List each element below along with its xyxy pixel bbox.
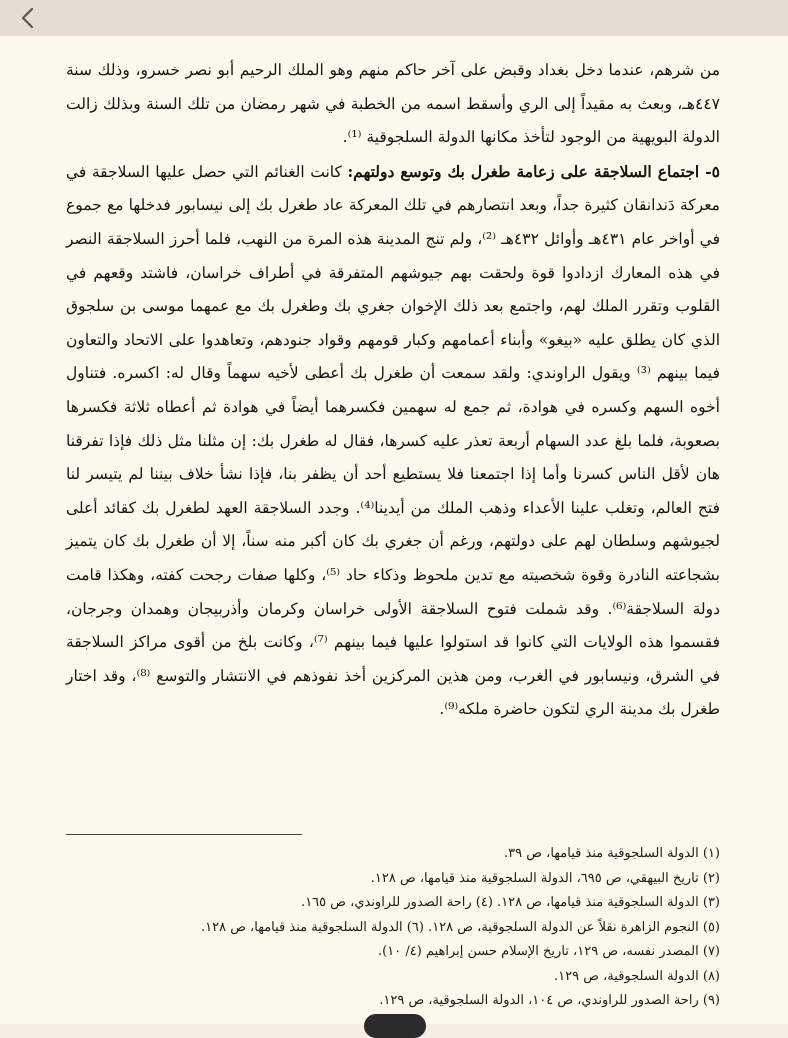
footnote-2: (٢) تاريخ البيهقي، ص ٦٩٥، الدولة السلجوقية منذ قيامها، ص ١٢٨. [370, 870, 720, 886]
footnote-3-4: (٣) الدولة السلجوقية منذ قيامها، ص ١٢٨. (٤) راحة الصدور للراوندي، ص ١٦٥. [301, 895, 720, 910]
reader-toolbar [0, 0, 788, 36]
section-heading: ٥- اجتماع السلاجقة على زعامة طغرل بك وتوسع دولتهم: [347, 161, 720, 181]
footnote-1: (١) الدولة السلجوقية منذ قيامها، ص ٣٩. [504, 846, 720, 861]
paragraph-text: من شرهم، عندما دخل بغداد وقبض على آخر حاكم منهم وهو الملك الرحيم أبو نصر خسرو، وذلك سنة ٤٤٧هـ، وبعث به مقيداً إلى الري وأسقط اسمه من الخطبة في شهر رمضان من تلك السنة وبذلك زالت الدولة البويهية من الوجود لتأخذ مكانها الدولة السلجوقية ⁽¹⁾. [66, 61, 720, 147]
chevron-left-icon[interactable] [14, 4, 42, 32]
footnote-7: (٧) المصدر نفسه، ص ١٢٩، تاريخ الإسلام حسن إبراهيم (٤/ ١٠). [378, 944, 720, 959]
footnote-8: (٨) الدولة السلجوقية، ص ١٢٩. [554, 968, 720, 984]
book-page [0, 36, 788, 1024]
paragraph-text: كانت الغنائم التي حصل عليها السلاجقة في معركة دَندانقان كثيرة جداً، وبعد انتصارهم في تلك المعركة عاد طغرل بك إلى نيسابور فدخلها مع جموع في أواخر عام ٤٣١هـ وأوائل ٤٣٢هـ ⁽²⁾، ولم تنج المدينة هذه المرة من النهب، فلما أحرز السلاجقة النصر في هذه المعارك ازدادوا قوة ولحقت بهم جيوشهم المتفرقة في أطراف خراسان، فاشتد وقعهم في القلوب وتقرر الملك لهم، واجتمع بعد ذلك الإخوان جغري بك وطغرل بك مع عمهما موسى بن سلجوق الذي كان يطلق عليه «بيغو» وأبناء أعمامهم وكبار قومهم وقواد جنودهم، وتعاهدوا على الاتحاد والتعاون فيما بينهم ⁽³⁾ ويقول الراوندي: ولقد سمعت أن طغرل بك أعطى لأخيه سهماً وقال له: اكسره. فتناول أخوه السهم وكسره في هوادة، ثم جمع له سهمين فكسرهما أيضاً في هوادة ثم أعطاه ثلاثة فكسرها بصعوبة، فلما بلغ عدد السهام أربعة تعذر عليه كسرها، فقال له طغرل بك: إن مثلنا مثل ذلك فإذا تفرقنا هان لأقل الناس كسرنا وأما إذا اجتمعنا فلا يستطيع أحد أن يظفر بنا، فإذا نشأ خلاف بيننا لم يتيسر لنا فتح العالم، وتغلب علينا الأعداء وذهب الملك من أيدينا⁽⁴⁾. وجدد السلاجقة العهد لطغرل بك كقائد أعلى لجيوشهم وسلطان لهم على دولتهم، ورغم أن جغري بك كان أكبر منه سناً، إلا أن طغرل بك كان يتميز بشجاعته النادرة وقوة شخصيته مع تدين ملحوظ وذكاء حاد ⁽⁵⁾، وكلها صفات رجحت كفته، وهكذا قامت دولة السلاجقة⁽⁶⁾. وقد شملت فتوح السلاجقة الأولى خراسان وكرمان وأذربيجان وهمدان وجرجان، فقسموا هذه الولايات التي كانوا قد استولوا عليها فيما بينهم ⁽⁷⁾، وكانت بلخ من أقوى مراكز السلاجقة في الشرق، ونيسابور في الغرب، ومن هذين المركزين أخذ نفوذهم في الانتشار والتوسع ⁽⁸⁾، وقد اختار طغرل بك مدينة الري لتكون حاضرة ملكه⁽⁹⁾. [66, 162, 721, 719]
footnote-9: (٩) راحة الصدور للراوندي، ص ١٠٤، الدولة السلجوقية، ص ١٢٩. [379, 993, 720, 1008]
paragraph-section-5 [66, 155, 720, 727]
paragraph-intro [66, 54, 720, 155]
footnotes-list [66, 842, 720, 1014]
page-body [66, 54, 720, 727]
footnote-divider [66, 834, 302, 835]
footnote-5-6: (٥) النجوم الزاهرة نقلاً عن الدولة السلجوقية، ص ١٢٨. (٦) الدولة السلجوقية منذ قيامها، ص ١٢٨. [200, 919, 720, 935]
page-indicator-tab[interactable] [364, 1014, 426, 1038]
